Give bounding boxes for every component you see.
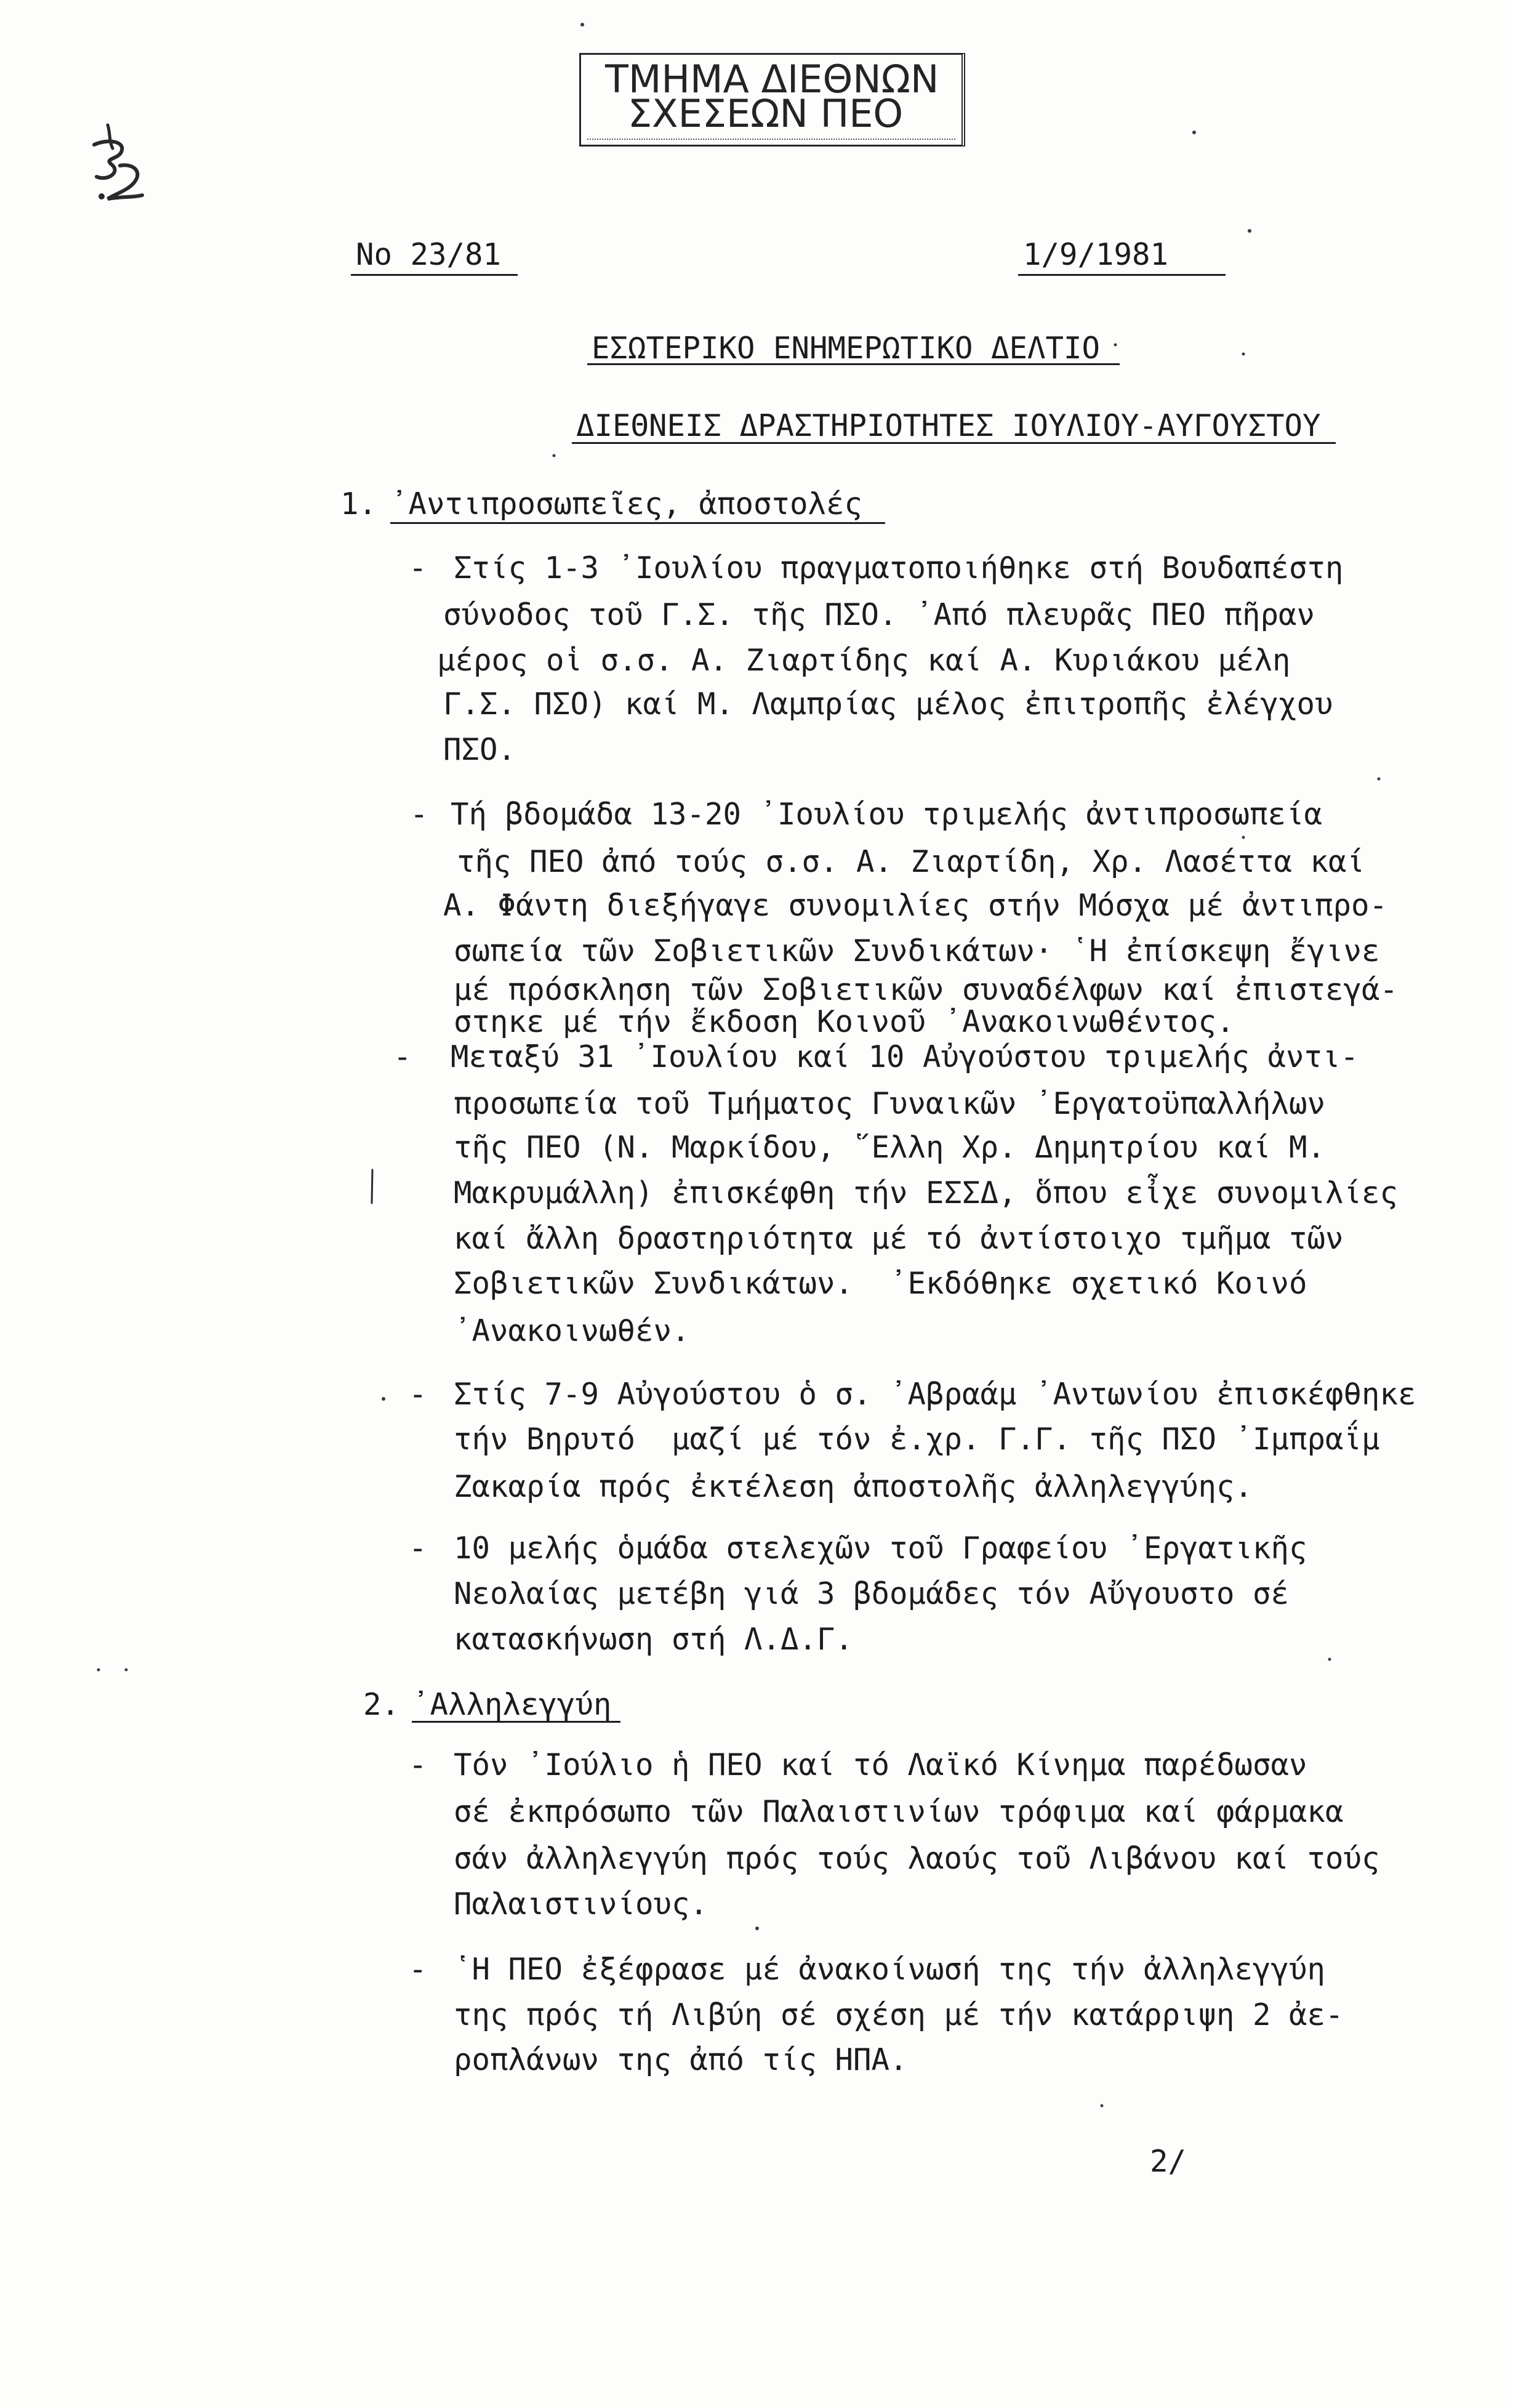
text-line: ῾Η ΠΕΟ ἐξέφρασε μέ ἀνακοίνωσή της τήν ἀλληλεγγύη xyxy=(454,1952,1326,1987)
text-line: στηκε μέ τήν ἔκδοση Κοινοῦ ᾿Ανακοινωθέντος. xyxy=(454,1004,1235,1039)
text-line: Παλαιστινίους. xyxy=(454,1887,708,1922)
document-subtitle: ΔΙΕΘΝΕΙΣ ΔΡΑΣΤΗΡΙΟΤΗΤΕΣ ΙΟΥΛΙΟΥ-ΑΥΓΟΥΣΤΟΥ xyxy=(576,408,1321,443)
stamp-line-2: ΣΧΕΣΕΩΝ ΠΕΟ xyxy=(628,91,904,136)
section-number: 2. xyxy=(363,1687,400,1722)
text-line: Γ.Σ. ΠΣΟ) καί Μ. Λαμπρίας μέλος ἐπιτροπῆς ἐλέγχου xyxy=(443,687,1333,722)
section-heading: ᾿Αντιπροσωπεῖες, ἀποστολές xyxy=(390,486,863,521)
text-line: μέ πρόσκληση τῶν Σοβιετικῶν συναδέλφων καί ἐπιστεγά- xyxy=(454,972,1399,1007)
text-line: Νεολαίας μετέβη γιά 3 βδομάδες τόν Αὔγουστο σέ xyxy=(454,1576,1290,1611)
bullet-marker: - xyxy=(409,1747,427,1782)
text-line: Μεταξύ 31 ᾿Ιουλίου καί 10 Αὐγούστου τριμελής ἀντι- xyxy=(451,1039,1359,1074)
section-heading: ᾿Αλληλεγγύη xyxy=(412,1687,612,1722)
text-line: Σοβιετικῶν Συνδικάτων. ᾿Εκδόθηκε σχετικό Κοινό xyxy=(454,1266,1307,1301)
document-title: ΕΣΩΤΕΡΙΚΟ ΕΝΗΜΕΡΩΤΙΚΟ ΔΕΛΤΙΟ xyxy=(592,331,1101,366)
bullet-marker: - xyxy=(393,1039,412,1074)
text-line: Α. Φάντη διεξήγαγε συνομιλίες στήν Μόσχα μέ ἀντιπρο- xyxy=(443,888,1388,923)
text-line: σύνοδος τοῦ Γ.Σ. τῆς ΠΣΟ. ᾿Από πλευρᾶς ΠΕΟ πῆραν xyxy=(443,597,1315,632)
bullet-marker: - xyxy=(409,1952,427,1987)
text-line: σωπεία τῶν Σοβιετικῶν Συνδικάτων· ῾Η ἐπίσκεψη ἔγινε xyxy=(454,933,1380,968)
text-line: Τόν ᾿Ιούλιο ἡ ΠΕΟ καί τό Λαϊκό Κίνημα παρέδωσαν xyxy=(454,1747,1307,1782)
bullet-marker: - xyxy=(410,797,428,832)
text-line: κατασκήνωση στή Λ.Δ.Γ. xyxy=(454,1622,854,1657)
text-line: Στίς 1-3 ᾿Ιουλίου πραγματοποιήθηκε στή Βουδαπέστη xyxy=(454,550,1344,586)
text-line: ᾿Ανακοινωθέν. xyxy=(454,1313,690,1348)
text-line: της πρός τή Λιβύη σέ σχέση μέ τήν κατάρριψη 2 ἀε- xyxy=(454,1997,1344,2032)
text-line: σέ ἐκπρόσωπο τῶν Παλαιστινίων τρόφιμα καί φάρμακα xyxy=(454,1794,1344,1829)
text-line: ΠΣΟ. xyxy=(443,732,516,767)
text-line: Μακρυμάλλη) ἐπισκέφθη τήν ΕΣΣΔ, ὅπου εἶχε συνομιλίες xyxy=(454,1175,1399,1210)
text-line: 10 μελής ὁμάδα στελεχῶν τοῦ Γραφείου ᾿Εργατικῆς xyxy=(454,1531,1307,1566)
text-line: προσωπεία τοῦ Τμήματος Γυναικῶν ᾿Εργατοϋπαλλήλων xyxy=(454,1086,1326,1121)
bullet-marker: - xyxy=(409,1531,427,1566)
bulletin-number: Νο 23/81 xyxy=(356,237,502,272)
section-number: 1. xyxy=(340,486,377,521)
text-line: Τή βδομάδα 13-20 ᾿Ιουλίου τριμελής ἀντιπροσωπεία xyxy=(451,797,1323,832)
text-line: τήν Βηρυτό μαζί μέ τόν ἐ.χρ. Γ.Γ. τῆς ΠΣΟ ᾿Ιμπραΐμ xyxy=(454,1422,1380,1457)
text-line: σάν ἀλληλεγγύη πρός τούς λαούς τοῦ Λιβάνου καί τούς xyxy=(454,1841,1380,1876)
text-line: τῆς ΠΕΟ (Ν. Μαρκίδου, ῞Ελλη Χρ. Δημητρίου καί Μ. xyxy=(454,1130,1326,1165)
text-line: Ζακαρία πρός ἐκτέλεση ἀποστολῆς ἀλληλεγγύης. xyxy=(454,1469,1253,1504)
text-line: μέρος οἱ σ.σ. Α. Ζιαρτίδης καί Α. Κυριάκου μέλη xyxy=(437,643,1291,678)
bullet-marker: - xyxy=(409,1377,427,1412)
page-number: 2/ xyxy=(1150,2144,1187,2179)
text-line: ροπλάνων της ἀπό τίς ΗΠΑ. xyxy=(454,2042,908,2077)
text-line: Στίς 7-9 Αὐγούστου ὁ σ. ᾿Αβραάμ ᾿Αντωνίου ἐπισκέφθηκε xyxy=(454,1377,1416,1412)
text-line: καί ἄλλη δραστηριότητα μέ τό ἀντίστοιχο τμῆμα τῶν xyxy=(454,1221,1344,1256)
stamp-line-1: ΤΜΗΜΑ ΔΙΕΘΝΩΝ xyxy=(605,57,939,102)
bullet-marker: - xyxy=(409,550,427,586)
text-line: τῆς ΠΕΟ ἀπό τούς σ.σ. Α. Ζιαρτίδη, Χρ. Λασέττα καί xyxy=(457,844,1365,879)
bulletin-date: 1/9/1981 xyxy=(1023,237,1169,272)
